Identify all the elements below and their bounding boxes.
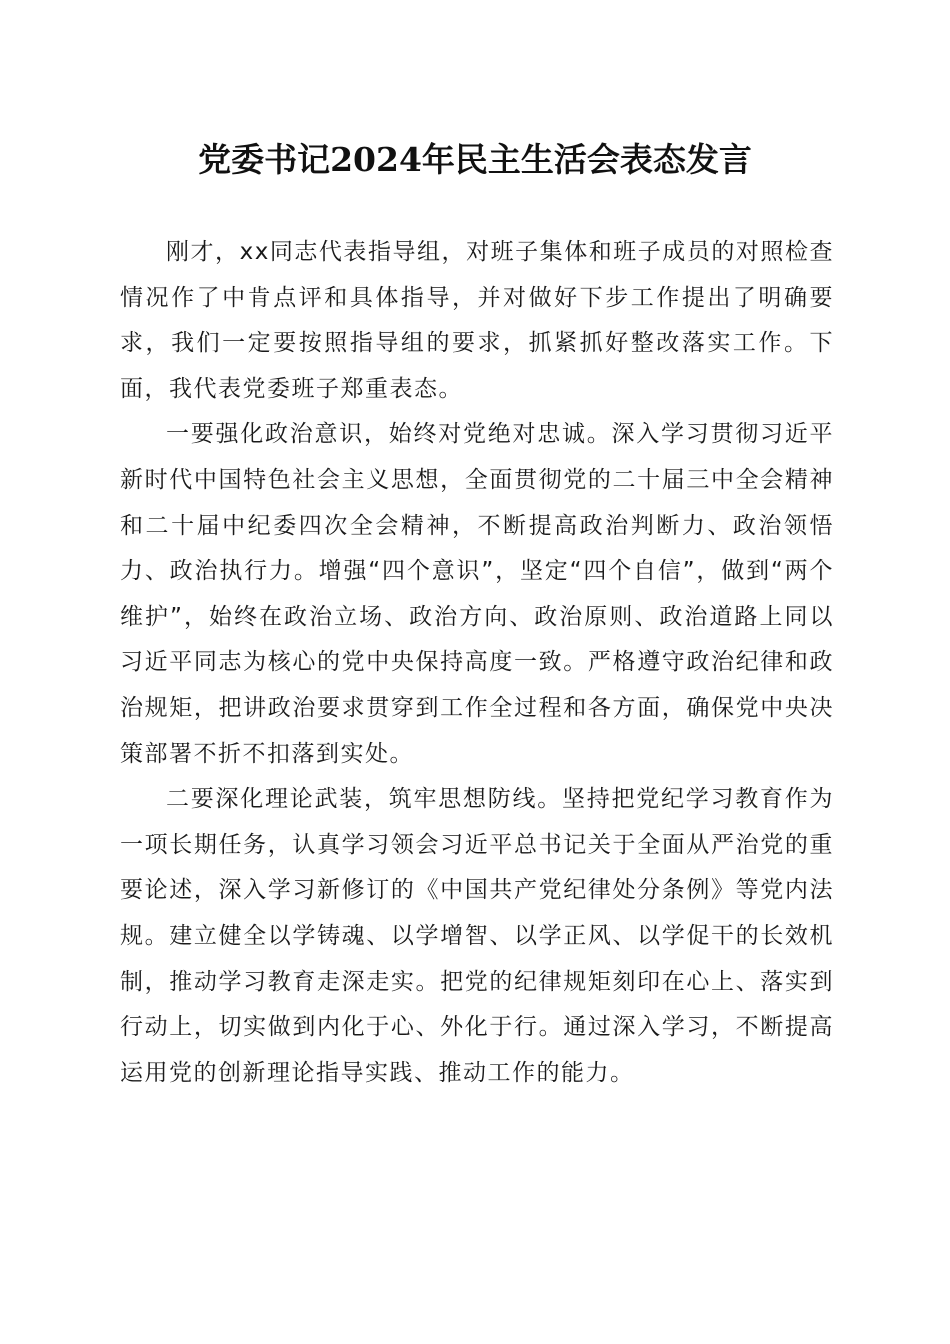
paragraph-opening: 刚才，xx同志代表指导组，对班子集体和班子成员的对照检查情况作了中肯点评和具体指导，并对做好下步工作提出了明确要求，我们一定要按照指导组的要求，抓紧抓好整改落实工作。下面，我代表党委班子郑重表态。 [120, 239, 834, 402]
document-body [120, 230, 834, 1096]
paragraph-political-awareness: 一要强化政治意识，始终对党绝对忠诚。深入学习贯彻习近平新时代中国特色社会主义思想，全面贯彻党的二十届三中全会精神和二十届中纪委四次全会精神，不断提高政治判断力、政治领悟力、政治执行力。增强“四个意识”，坚定“四个自信”，做到“两个维护”，始终在政治立场、政治方向、政治原则、政治道路上同以习近平同志为核心的党中央保持高度一致。严格遵守政治纪律和政治规矩，把讲政治要求贯穿到工作全过程和各方面，确保党中央决策部署不折不扣落到实处。 [120, 421, 834, 767]
document-title: 党委书记2024年民主生活会表态发言 [198, 140, 752, 179]
paragraph-theoretical-study: 二要深化理论武装，筑牢思想防线。坚持把党纪学习教育作为一项长期任务，认真学习领会习近平总书记关于全面从严治党的重要论述，深入学习新修订的《中国共产党纪律处分条例》等党内法规。建立健全以学铸魂、以学增智、以学正风、以学促干的长效机制，推动学习教育走深走实。把党的纪律规矩刻印在心上、落实到行动上，切实做到内化于心、外化于行。通过深入学习，不断提高运用党的创新理论指导实践、推动工作的能力。 [120, 786, 834, 1086]
